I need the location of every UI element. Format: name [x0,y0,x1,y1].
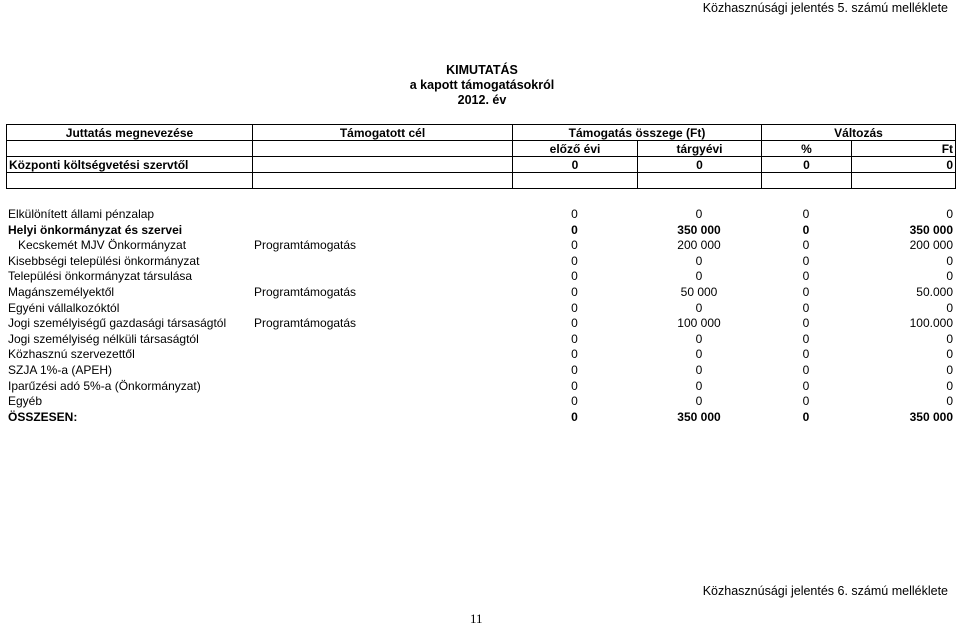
row-ft: 0 [946,269,953,284]
row-goal [252,332,512,348]
row-prev: 0 [571,347,578,362]
row-prev: 0 [513,157,638,173]
row-ft: 350 000 [909,409,953,424]
row-label: Jogi személyiségű gazdasági társaságtól [8,316,227,331]
header-percent: % [762,141,852,157]
row-prev: 0 [571,316,578,331]
table-row [6,332,955,348]
central-budget-row [7,157,956,173]
row-curr: 0 [695,253,703,268]
row-prev: 0 [571,300,578,315]
table-row [6,285,955,301]
row-prev: 0 [571,269,578,284]
row-curr: 0 [695,362,703,377]
table-row [6,410,955,426]
row-prev: 0 [571,362,578,377]
row-curr: 0 [695,394,703,409]
row-label: ÖSSZESEN: [8,409,78,424]
row-curr: 350 000 [677,409,721,424]
page-number: 11 [470,611,483,626]
row-ft: 0 [946,207,953,221]
row-curr: 350 000 [677,222,721,237]
row-curr: 0 [695,378,703,393]
row-pct: 0 [802,409,810,424]
row-goal: Programtámogatás [254,316,357,331]
row-ft: 0 [946,253,953,268]
annex-note-bottom: Közhasznúsági jelentés 6. számú melléklete [702,584,948,598]
row-label: Magánszemélyektől [8,284,115,299]
row-prev: 0 [571,378,578,393]
row-pct: 0 [802,300,810,315]
row-ft: 0 [946,378,953,393]
row-pct: 0 [802,394,810,409]
header-item-name: Juttatás megnevezése [7,125,253,141]
row-label: Elkülönített állami pénzalap [8,207,155,221]
row-ft: 0 [946,331,953,346]
table-row [6,254,955,270]
row-goal [252,207,512,223]
row-curr: 0 [695,347,703,362]
row-curr: 0 [638,157,762,173]
annex-note-top: Közhasznúsági jelentés 5. számú melléklete [702,1,948,15]
row-goal [252,363,512,379]
row-curr: 0 [695,269,703,284]
row-curr: 100 000 [677,316,721,331]
table-row [6,223,955,239]
row-ft: 0 [852,157,956,173]
header-current-year: tárgyévi [638,141,762,157]
table-row [6,301,955,317]
row-ft: 100.000 [909,316,953,331]
row-prev: 0 [571,394,578,409]
header-row-1 [7,125,956,141]
table-row [6,347,955,363]
header-change: Változás [762,125,956,141]
title-line-2: a kapott támogatásokról [409,78,555,92]
row-label: Egyéni vállalkozóktól [8,300,120,315]
table-row [6,363,955,379]
header-goal: Támogatott cél [253,125,513,141]
row-label: SZJA 1%-a (APEH) [8,362,113,377]
row-prev: 0 [571,222,578,237]
title-line-1: KIMUTATÁS [446,63,518,77]
table-row [6,269,955,285]
row-prev: 0 [571,284,578,299]
row-pct: 0 [802,362,810,377]
row-pct: 0 [762,157,852,173]
row-pct: 0 [802,253,810,268]
row-curr: 200 000 [677,238,721,253]
row-prev: 0 [571,331,578,346]
row-ft: 0 [946,347,953,362]
row-pct: 0 [802,378,810,393]
row-curr: 0 [695,300,703,315]
table-row [6,316,955,332]
header-ft: Ft [852,141,956,157]
row-label: Települési önkormányzat társulása [8,269,193,284]
row-prev: 0 [571,238,578,253]
row-label: Kisebbségi települési önkormányzat [8,253,200,268]
row-prev: 0 [571,253,578,268]
row-pct: 0 [802,207,810,221]
row-pct: 0 [802,316,810,331]
table-row [6,394,955,410]
row-goal [252,269,512,285]
empty-grid-row [7,173,956,189]
row-ft: 0 [946,394,953,409]
table-row [6,238,955,254]
row-label: Jogi személyiség nélküli társaságtól [8,331,199,346]
row-pct: 0 [802,238,810,253]
row-curr: 0 [695,331,703,346]
row-label: Egyéb [8,394,43,409]
row-ft: 200 000 [909,238,953,253]
row-prev: 0 [571,409,578,424]
support-data-table [6,207,955,425]
table-row [6,207,955,223]
header-prev-year: előző évi [513,141,638,157]
row-ft: 0 [946,362,953,377]
row-goal: Programtámogatás [254,284,357,299]
row-goal [252,301,512,317]
row-label: Iparűzési adó 5%-a (Önkormányzat) [8,378,201,393]
row-ft: 50.000 [916,284,953,299]
row-pct: 0 [802,269,810,284]
row-prev: 0 [571,207,578,221]
table-row [6,379,955,395]
header-amount: Támogatás összege (Ft) [513,125,762,141]
row-goal [252,379,512,395]
row-goal [252,254,512,270]
row-ft: 350 000 [909,222,953,237]
row-pct: 0 [802,347,810,362]
row-label: Központi költségvetési szervtől [7,157,253,173]
row-curr: 0 [695,207,703,221]
row-goal: Programtámogatás [254,238,357,253]
row-ft: 0 [946,300,953,315]
row-goal [252,394,512,410]
header-grid-table [6,124,956,189]
row-pct: 0 [802,284,810,299]
row-label: Helyi önkormányzat és szervei [8,222,183,237]
row-pct: 0 [802,222,810,237]
title-line-3: 2012. év [457,93,507,107]
row-goal [252,410,512,426]
header-row-2 [7,141,956,157]
document-title [0,63,960,108]
row-pct: 0 [802,331,810,346]
row-curr: 50 000 [680,284,718,299]
row-goal [252,347,512,363]
row-label: Közhasznú szervezettől [8,347,135,362]
row-goal [252,223,512,239]
row-label: Kecskemét MJV Önkormányzat [18,238,187,253]
